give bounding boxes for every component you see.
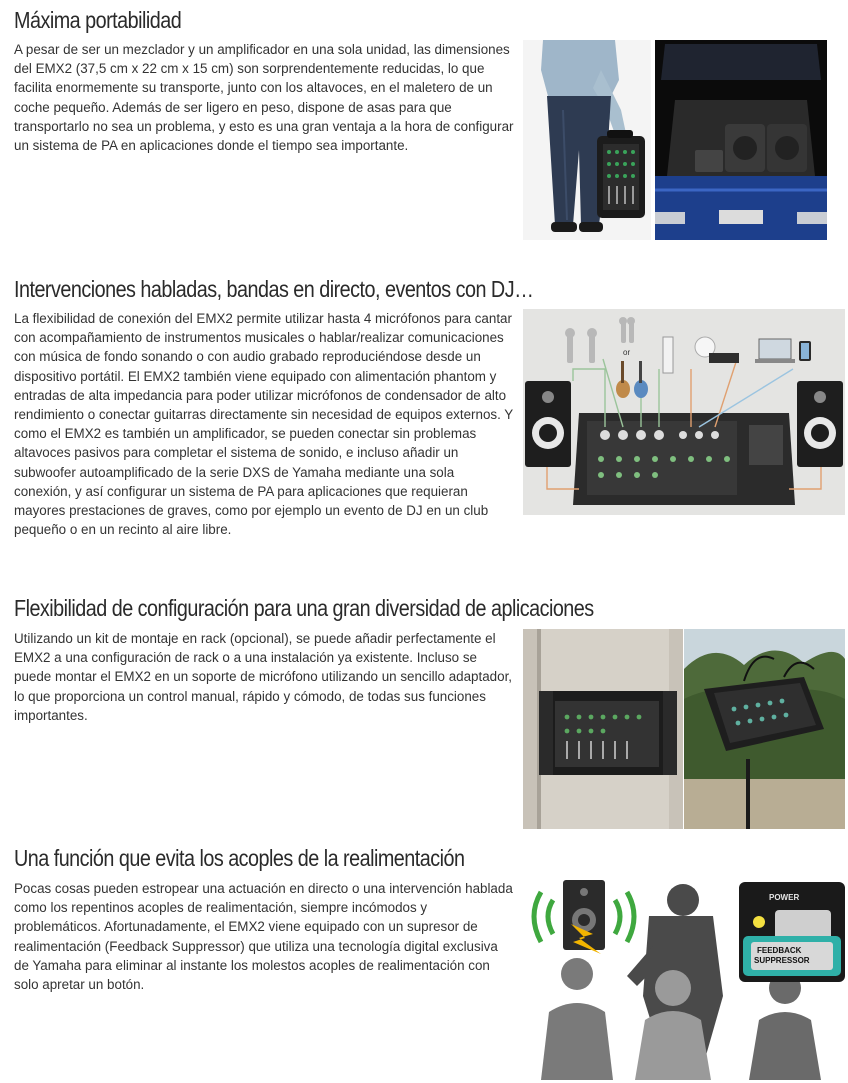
diagram-or-label: or [623,348,631,357]
person-carrying-mixer-photo [523,40,651,240]
section-heading: Una función que evita los acoples de la realimentación [14,845,465,871]
section-paragraph: La flexibilidad de conexión del EMX2 permite utilizar hasta 4 micrófonos para cantar con acompañamiento de instrumentos musicales o hablar/realizar comunicaciones con música de fondo sonando o con audio grabado reproduciéndose desde un dispositivo portátil. El EMX2 también viene equipado con alimentación phantom y entradas de alta impedancia para poder utilizar micrófonos de condensador de alto rendimiento o conectar guitarras directamente sin necesidad de equipos externos. Y como el EMX2 es también un amplificador, se pueden conectar sin problemas altavoces pasivos para completar el sistema de sonido, e incluso añadir un subwoofer autoamplificado de la serie DXS de Yamaha mediante una sola conexión, y así configurar un sistema de PA para aplicaciones que requieran mayores prestaciones de graves, como por ejemplo un evento de DJ en un club pequeño o en un recinto al aire libre. [14,311,513,538]
section-paragraph: Utilizando un kit de montaje en rack (opcional), se puede añadir perfectamente el EMX2 a una configuración de rack o a una instalación ya existente. Incluso se puede montar el EMX2 en un soporte de micrófono utilizando un sencillo adaptador, lo que proporciona un control manual, rápido y cómodo, de todas sus funciones importantes. [14,631,513,723]
connection-diagram [523,309,845,515]
section-heading: Intervenciones habladas, bandas en directo, eventos con DJ… [14,276,534,302]
car-trunk-photo [655,40,827,240]
rack-mount-photo [523,629,683,829]
section-paragraph: Pocas cosas pueden estropear una actuación en directo o una intervención hablada como los repentinos acoples de realimentación, siempre incómodos y problemáticos. Afortunadamente, el EMX2 viene equipado con un supresor de realimentación (Feedback Suppressor) que utiliza una tecnología digital exclusiva de Yamaha para eliminar al instante los molestos acoples de realimentación con solo apretar un botón. [14,881,513,993]
section-heading: Máxima portabilidad [14,7,182,33]
panel-power-label: POWER [769,893,800,902]
section-heading: Flexibilidad de configuración para una gran diversidad de aplicaciones [14,595,594,621]
feedback-suppressor-illustration [523,876,845,1080]
section-paragraph: A pesar de ser un mezclador y un amplificador en una sola unidad, las dimensiones del EMX2 (37,5 cm x 22 cm x 15 cm) son sorprendentemente reducidas, lo que facilita enormemente su transporte, junto con los altavoces, en el maletero de un coche pequeño. Además de ser ligero en peso, dispone de asas para que transportarlo no sea un problema, y esto es una gran ventaja a la hora de configurar un sistema de PA en aplicaciones donde el tiempo sea importante. [14,42,514,154]
panel-button-line2: SUPPRESSOR [754,956,810,965]
stand-mount-photo [684,629,845,829]
panel-button-line1: FEEDBACK [757,946,802,955]
